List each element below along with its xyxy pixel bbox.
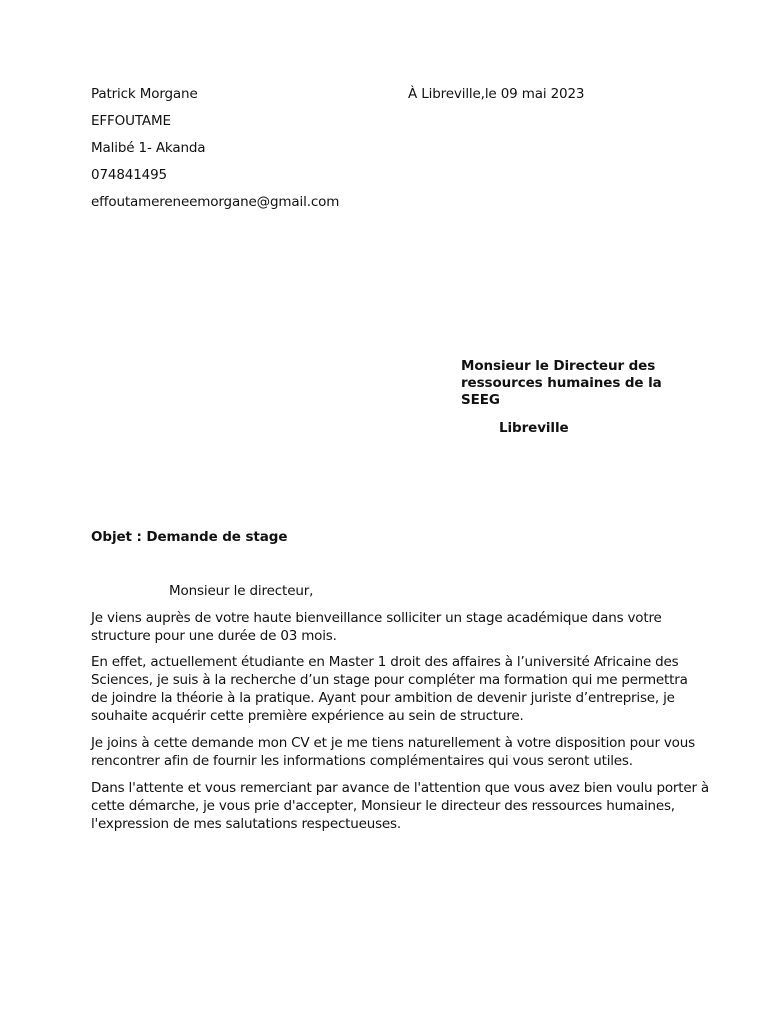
place-date: À Libreville,le 09 mai 2023 [408,86,585,102]
sender-phone: 074841495 [91,167,167,183]
body-paragraph-2 [91,653,688,725]
paragraph-line: Dans l'attente et vous remerciant par avance de l'attention que vous avez bien voulu porter à [91,780,709,796]
sender-surname: EFFOUTAME [91,113,171,129]
recipient-line-1: Monsieur le Directeur des [461,358,656,374]
body-paragraph-3 [91,734,695,770]
body-paragraph-1 [91,609,662,645]
paragraph-line: Sciences, je suis à la recherche d’un stage pour compléter ma formation qui me permettra [91,672,688,688]
recipient-line-2: ressources humaines de la [461,375,662,391]
salutation: Monsieur le directeur, [169,583,314,599]
recipient-city: Libreville [499,420,569,436]
paragraph-line: Je joins à cette demande mon CV et je me tiens naturellement à votre disposition pour vous [91,735,695,751]
paragraph-line: rencontrer afin de fournir les informations complémentaires qui vous seront utiles. [91,753,633,769]
letter-subject: Objet : Demande de stage [91,529,288,545]
sender-name: Patrick Morgane [91,86,198,102]
sender-address: Malibé 1- Akanda [91,140,206,156]
paragraph-line: de joindre la théorie à la pratique. Ayant pour ambition de devenir juriste d’entreprise, je [91,690,675,706]
paragraph-line: En effet, actuellement étudiante en Master 1 droit des affaires à l’université Africaine des [91,654,679,670]
paragraph-line: cette démarche, je vous prie d'accepter, Monsieur le directeur des ressources humaines, [91,798,675,814]
paragraph-line: l'expression de mes salutations respectueuses. [91,816,401,832]
paragraph-line: Je viens auprès de votre haute bienveillance solliciter un stage académique dans votre [91,610,662,626]
body-paragraph-4 [91,779,709,833]
sender-email: effoutamereneemorgane@gmail.com [91,194,340,210]
recipient-line-3: SEEG [461,392,500,408]
paragraph-line: structure pour une durée de 03 mois. [91,628,337,644]
paragraph-line: souhaite acquérir cette première expérience au sein de structure. [91,708,524,724]
